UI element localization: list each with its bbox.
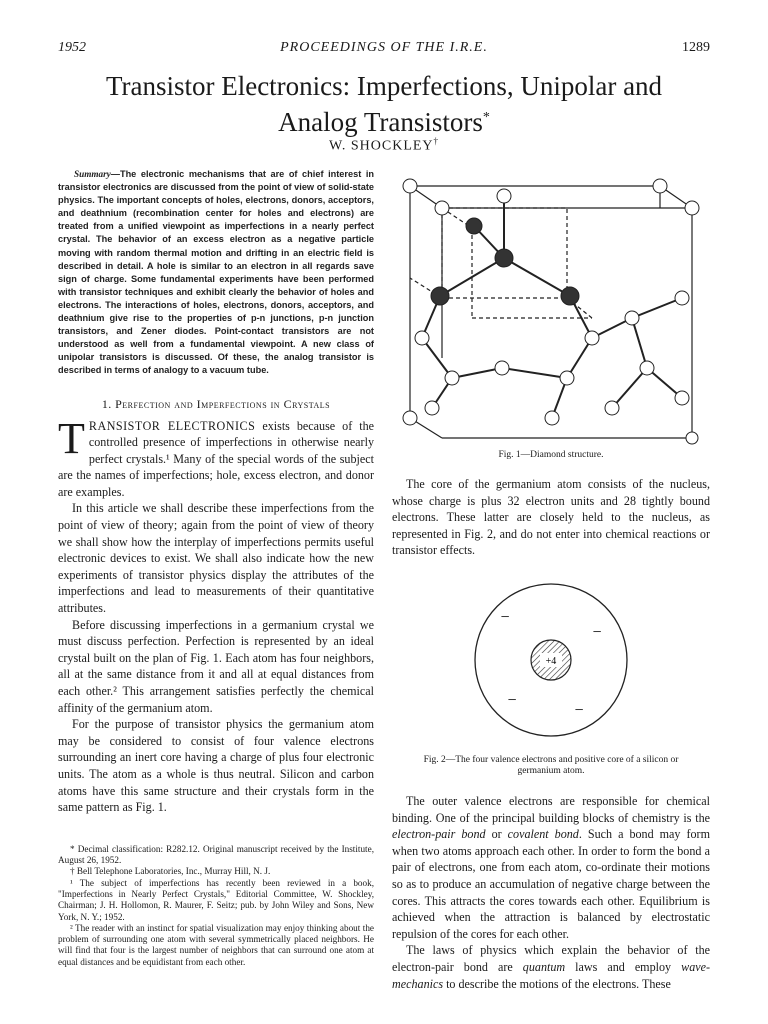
abstract-lead: Summary <box>74 169 111 179</box>
valence-electron: − <box>592 623 602 641</box>
footnote: ² The reader with an instinct for spatial visualization may enjoy thinking about the problem of surrounding one atom with several symmetrically placed neighbors. He will find that four is the largest number of neighbors that can surround one atom at equal distances and be equidistant from each other. <box>58 922 374 967</box>
valence-electron: − <box>574 701 584 719</box>
header-page-number: 1289 <box>682 40 710 55</box>
diamond-structure-diagram <box>392 168 710 446</box>
term-covalent-bond: covalent bond <box>507 827 579 842</box>
paper-title <box>100 70 668 138</box>
drop-cap: T <box>58 413 85 463</box>
para-3-a: The laws of physics which explain the behavior of the electron-pair bond are <box>392 943 710 974</box>
header-journal: PROCEEDINGS OF THE I.R.E. <box>280 40 488 55</box>
para-3-b: laws and employ <box>565 959 682 974</box>
left-column <box>58 168 374 968</box>
paragraph-1-text: exists because of the controlled presence of imperfections in otherwise nearly perfect crystals.¹ Many of the special words of the subject are the names of imperfections; hole, excess electron, and donor are examples. <box>58 418 374 499</box>
valence-electron: − <box>507 691 517 709</box>
author-name: W. SHOCKLEY <box>328 138 434 154</box>
figure-1-caption: Fig. 1—Diamond structure. <box>498 450 604 460</box>
right-paragraph-1: The core of the germanium atom consists of the nucleus, whose charge is plus 32 electron units and 28 tightly bound electrons. These latter are closely held to the nucleus, as represented in Fig. 2, and do not enter into chemical reactions or transistor effects. <box>392 477 710 558</box>
para-2-b: or <box>485 827 508 842</box>
right-column <box>392 168 710 992</box>
author-footnote-mark: † <box>433 136 440 146</box>
right-paragraph-3 <box>392 942 710 992</box>
section-number: 1. <box>101 396 112 411</box>
running-header <box>58 40 710 62</box>
right-paragraph-2 <box>392 793 710 942</box>
body-paragraph-1 <box>58 413 374 501</box>
title-footnote-mark: * <box>482 110 490 125</box>
footnote: * Decimal classification: R282.12. Original manuscript received by the Institute, August 26, 1952. <box>58 843 374 866</box>
abstract <box>58 168 374 378</box>
atom-diagram <box>392 565 710 755</box>
diamond-structure-figure <box>392 168 710 446</box>
abstract-text: —The electronic mechanisms that are of chief interest in transistor electronics are discussed from the point of view of solid-state physics. The important concepts of holes, electrons, donors, acceptors, and deathnium (recombination center for holes and electrons) are treated from a unified viewpoint as imperfections in a nearly perfect crystal. The behavior of an excess electron as a negative particle moving with random thermal motion and drifting in an electric field is described in detail. A hole is similar to an electron in all regards save sign of charge. Some fundamental experiments have been performed with transistor techniques and exhibit clearly the behavior of holes and electrons. The interactions of holes, electrons, donors, acceptors, and deathnium give rise to the properties of p-n junctions, p-n junction transistors, and Zener diodes. Point-contact transistors are not understood as well from a fundamental viewpoint. A new class of unipolar transistors is discussed. Of these, the analog transistor is described in terms of analogy to a vacuum tube. <box>58 169 374 376</box>
footnote: † Bell Telephone Laboratories, Inc., Murray Hill, N. J. <box>70 866 271 877</box>
figure-2-caption: Fig. 2—The four valence electrons and positive core of a silicon or germanium atom. <box>423 754 679 776</box>
term-quantum: quantum <box>522 959 566 974</box>
header-year: 1952 <box>58 40 86 55</box>
body-paragraph-2: In this article we shall describe these imperfections from the point of view of theory; again from the point of view of theory we shall show how the interplay of imperfections permits useful electronic devices to exist. We shall also indicate how the new experiments of transistor physics display the attributes of the imperfections and lead to measurements of their quantitative attributes. <box>58 501 374 616</box>
valence-electron: − <box>500 608 510 626</box>
para-2-a: The outer valence electrons are responsible for chemical binding. One of the principal building blocks of chemistry is the <box>392 793 710 825</box>
body-paragraph-3: Before discussing imperfections in a germanium crystal we must discuss perfection. Perfection is represented by an ideal crystal built on the plan of Fig. 1. Each atom has four neighbors, all at the same distance from it and all at equal distances from each other.² This arrangement satisfies perfectly the chemical affinity of the germanium atom. <box>58 617 374 715</box>
body-paragraph-4: For the purpose of transistor physics the germanium atom may be considered to consist of four valence electrons surrounding an inert core having a charge of plus four electronic units. The atom as a whole is thus neutral. Silicon and carbon atoms have this same structure and their crystals form in the same pattern as Fig. 1. <box>58 717 374 815</box>
para-3-c: to describe the motions of the electrons. These <box>443 976 671 991</box>
title-text: Transistor Electronics: Imperfections, Unipolar and Analog Transistors <box>105 71 663 137</box>
para-2-c: . Such a bond may form when two atoms approach each other. In order to form the bond a pair of electrons, one from each atom, co-ordinate their motions so as to produce an accumulation of negative charge between the cores. This attracts the cores towards each other. Equilibrium is achieved when the attraction is balanced by electrostatic repulsion of the cores for each other. <box>392 827 710 941</box>
opening-smallcaps: RANSISTOR ELECTRONICS <box>88 418 256 433</box>
term-wave-mechanics: wave-mechanics <box>392 959 711 991</box>
valence-electrons-figure <box>392 565 710 755</box>
footnote: ¹ The subject of imperfections has recently been reviewed in a book, "Imperfections in Nearly Perfect Crystals," Editorial Committee, W. Shockley, Chairman; J. H. Hollomon, R. Maurer, F. Seitz; pub. by John Wiley and Sons, New York, N. Y.; 1952. <box>58 877 374 922</box>
core-charge-label: +4 <box>545 655 557 667</box>
paper-author <box>0 136 768 155</box>
term-electron-pair-bond: electron-pair bond <box>392 827 486 842</box>
footnotes <box>58 844 374 968</box>
section-heading <box>58 397 374 412</box>
section-title: Perfection and Imperfections in Crystals <box>115 396 331 411</box>
